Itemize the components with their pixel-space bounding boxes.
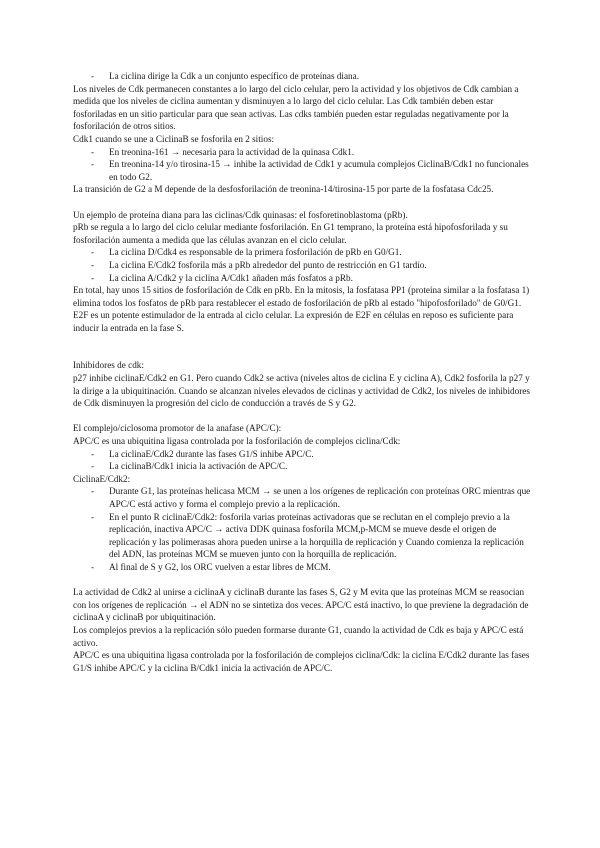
document-page [73, 70, 535, 674]
list-item: - Al final de S y G2, los ORC vuelven a estar libres de MCM. [73, 561, 535, 574]
section-heading: El complejo/ciclosoma promotor de la anafase (APC/C): [73, 423, 282, 434]
paragraph: Los niveles de Cdk permanecen constantes a lo largo del ciclo celular, pero la actividad y los objetivos de Cdk cambian a medida que los niveles de ciclina aumentan y disminuyen a lo largo del ciclo celular. Las Cdk también deben estar fosforiladas en un sitio particular para que sean activas. Las cdks también pueden estar reguladas negativamente por la fosforilación de otros sitios. [73, 83, 519, 132]
paragraph: La actividad de Cdk2 al unirse a ciclinaA y ciclinaB durante las fases S, G2 y M evita que las proteínas MCM se reasocian con los orígenes de replicación → el ADN no se sintetiza dos veces. APC/C está inactivo, lo que previene la degradación de ciclinaA y ciclinaB por ubiquitinación. [73, 587, 529, 623]
list-item: - La ciclina A/Cdk2 y la ciclina A/Cdk1 añaden más fosfatos a pRb. [73, 272, 535, 285]
paragraph: Un ejemplo de proteína diana para las ciclinas/Cdk quinasas: el fosforetinoblastoma (pRb). [73, 209, 408, 220]
paragraph: La transición de G2 a M depende de la desfosforilación de treonina-14/tirosina-15 por parte de la fosfatasa Cdc25. [73, 184, 494, 195]
bullet-list [73, 70, 535, 83]
list-item: - La ciclina dirige la Cdk a un conjunto específico de proteínas diana. [73, 70, 535, 83]
paragraph: Cdk1 cuando se une a CiclinaB se fosforila en 2 sitios: [73, 133, 275, 144]
bullet-list [73, 485, 535, 573]
paragraph: Los complejos previos a la replicación sólo pueden formarse durante G1, cuando la actividad de Cdk es baja y APC/C está activo. [73, 624, 524, 648]
bullet-list [73, 246, 535, 284]
section-heading: Inhibidores de cdk: [73, 360, 144, 371]
paragraph: En total, hay unos 15 sitios de fosforilación de Cdk en pRb. En la mitosis, la fosfatasa PP1 (proteína similar a la fosfatasa 1) elimina todos los fosfatos de pRb para restablecer el estado de fosforilación de pRb al estado "hipofosforilado" de G0/G1. E2F es un potente estimulador de la entrada al ciclo celular. La expresión de E2F en células en reposo es suficiente para inducir la entrada en la fase S. [73, 285, 530, 333]
list-item: - La ciclina E/Cdk2 fosforila más a pRb alrededor del punto de restricción en G1 tardío. [73, 259, 535, 272]
list-item: - La ciclinaE/Cdk2 durante las fases G1/S inhibe APC/C. [73, 448, 535, 461]
paragraph: CiclinaE/Cdk2: [73, 473, 131, 484]
paragraph: p27 inhibe ciclinaE/Cdk2 en G1. Pero cuando Cdk2 se activa (niveles altos de ciclina E y ciclina A), Cdk2 fosforila la p27 y la dirige a la ubiquitinación. Cuando se alcanzan niveles elevados de ciclinas y actividad de Cdk2, los niveles de inhibidores de Cdk disminuyen la progresión del ciclo de conducción a través de S y G2. [73, 373, 530, 409]
bullet-list [73, 448, 535, 473]
list-item: - Durante G1, las proteínas helicasa MCM → se unen a los orígenes de replicación con proteínas ORC mientras que APC/C está activo y forma el complejo previo a la replicación. [73, 485, 535, 510]
list-item: - La ciclina D/Cdk4 es responsable de la primera fosforilación de pRb en G0/G1. [73, 246, 535, 259]
list-item: - En treonina-14 y/o tirosina-15 → inhibe la actividad de Cdk1 y acumula complejos CiclinaB/Cdk1 no funcionales en todo G2. [73, 158, 535, 183]
bullet-list [73, 146, 535, 184]
list-item: - En treonina-161 → necesaria para la actividad de la quinasa Cdk1. [73, 146, 535, 159]
list-item: - La ciclinaB/Cdk1 inicia la activación de APC/C. [73, 460, 535, 473]
list-item: - En el punto R ciclinaE/Cdk2: fosforila varias proteínas activadoras que se reclutan en el complejo previo a la replicación, inactiva APC/C → activa DDK quinasa fosforila MCM,p-MCM se mueve desde el origen de replicación y las polimerasas ahora pueden unirse a la horquilla de replicación y Cuando comienza la replicación del ADN, las proteínas MCM se mueven junto con la horquilla de replicación. [73, 511, 535, 561]
paragraph: APC/C es una ubiquitina ligasa controlada por la fosforilación de complejos ciclina/Cdk: la ciclina E/Cdk2 durante las fases G1/S inhibe APC/C y la ciclina B/Cdk1 inicia la activación de APC/C. [73, 650, 530, 673]
paragraph: APC/C es una ubiquitina ligasa controlada por la fosforilación de complejos ciclina/Cdk: [73, 436, 401, 447]
paragraph: pRb se regula a lo largo del ciclo celular mediante fosforilación. En G1 temprano, la proteína está hipofosforilada y su fosforilación aumenta a medida que las células avanzan en el ciclo celular. [73, 222, 508, 245]
